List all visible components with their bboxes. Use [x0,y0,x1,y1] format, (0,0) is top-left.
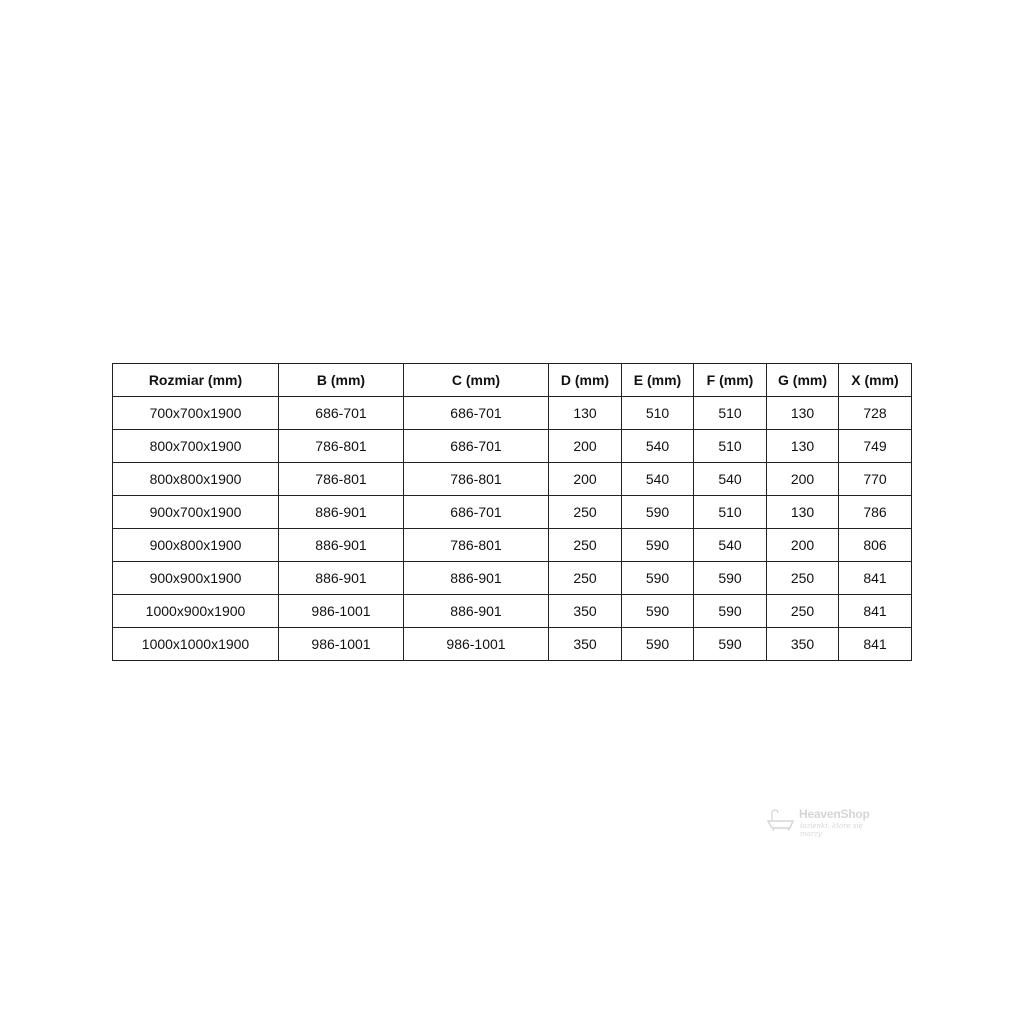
table-cell: 590 [622,529,694,562]
table-cell: 540 [694,463,767,496]
table-cell: 590 [694,562,767,595]
table-cell: 540 [622,463,694,496]
table-cell: 130 [767,430,839,463]
table-cell: 986-1001 [279,595,404,628]
table-row [113,628,912,661]
table-cell: 200 [549,430,622,463]
table-cell: 540 [694,529,767,562]
table-cell: 590 [622,595,694,628]
table-cell: 590 [622,628,694,661]
table-row [113,397,912,430]
table-cell: 590 [622,562,694,595]
header-cell-g: G (mm) [767,364,839,397]
table-cell: 540 [622,430,694,463]
table-cell: 510 [694,430,767,463]
table-row [113,529,912,562]
table-cell: 250 [549,496,622,529]
table-cell: 350 [549,628,622,661]
table-cell: 130 [767,496,839,529]
table-cell: 886-901 [404,562,549,595]
header-cell-c: C (mm) [404,364,549,397]
table-cell: 200 [549,463,622,496]
table-cell: 886-901 [404,595,549,628]
table-cell: 900x900x1900 [113,562,279,595]
table-cell: 350 [549,595,622,628]
table-cell: 886-901 [279,529,404,562]
table-cell: 986-1001 [279,628,404,661]
table-body [113,397,912,661]
table-cell: 1000x900x1900 [113,595,279,628]
header-cell-b: B (mm) [279,364,404,397]
table-cell: 130 [767,397,839,430]
table-row [113,496,912,529]
table-cell: 841 [839,628,912,661]
table-cell: 728 [839,397,912,430]
watermark-logo [766,806,886,838]
table-cell: 130 [549,397,622,430]
header-cell-d: D (mm) [549,364,622,397]
table-cell: 786 [839,496,912,529]
header-cell-f: F (mm) [694,364,767,397]
table-cell: 749 [839,430,912,463]
table-cell: 686-701 [279,397,404,430]
header-cell-size: Rozmiar (mm) [113,364,279,397]
table-cell: 200 [767,463,839,496]
table-row [113,463,912,496]
table-cell: 806 [839,529,912,562]
table-cell: 250 [549,529,622,562]
table-cell: 886-901 [279,562,404,595]
table-cell: 841 [839,595,912,628]
table-cell: 510 [622,397,694,430]
table-cell: 786-801 [404,463,549,496]
header-row [113,364,912,397]
table-cell: 770 [839,463,912,496]
table-cell: 900x700x1900 [113,496,279,529]
table-row [113,595,912,628]
table-cell: 786-801 [279,430,404,463]
table-cell: 841 [839,562,912,595]
table-cell: 350 [767,628,839,661]
table-cell: 786-801 [404,529,549,562]
table-cell: 590 [622,496,694,529]
watermark-name: HeavenShop [799,807,870,821]
table-cell: 900x800x1900 [113,529,279,562]
table-row [113,430,912,463]
watermark-tagline: łazienki, które się marzy [800,822,863,838]
table-cell: 250 [767,595,839,628]
table-cell: 686-701 [404,496,549,529]
table-cell: 1000x1000x1900 [113,628,279,661]
table-cell: 800x700x1900 [113,430,279,463]
header-cell-e: E (mm) [622,364,694,397]
table-row [113,562,912,595]
table-cell: 686-701 [404,397,549,430]
table-cell: 700x700x1900 [113,397,279,430]
table-cell: 886-901 [279,496,404,529]
table-cell: 510 [694,397,767,430]
table-cell: 510 [694,496,767,529]
table-header [113,364,912,397]
table-cell: 686-701 [404,430,549,463]
size-table [112,363,912,661]
table-cell: 986-1001 [404,628,549,661]
bathtub-icon [766,808,796,832]
table-cell: 250 [549,562,622,595]
table-cell: 786-801 [279,463,404,496]
table-cell: 200 [767,529,839,562]
table-cell: 250 [767,562,839,595]
table-cell: 800x800x1900 [113,463,279,496]
header-cell-x: X (mm) [839,364,912,397]
table-cell: 590 [694,628,767,661]
table-cell: 590 [694,595,767,628]
